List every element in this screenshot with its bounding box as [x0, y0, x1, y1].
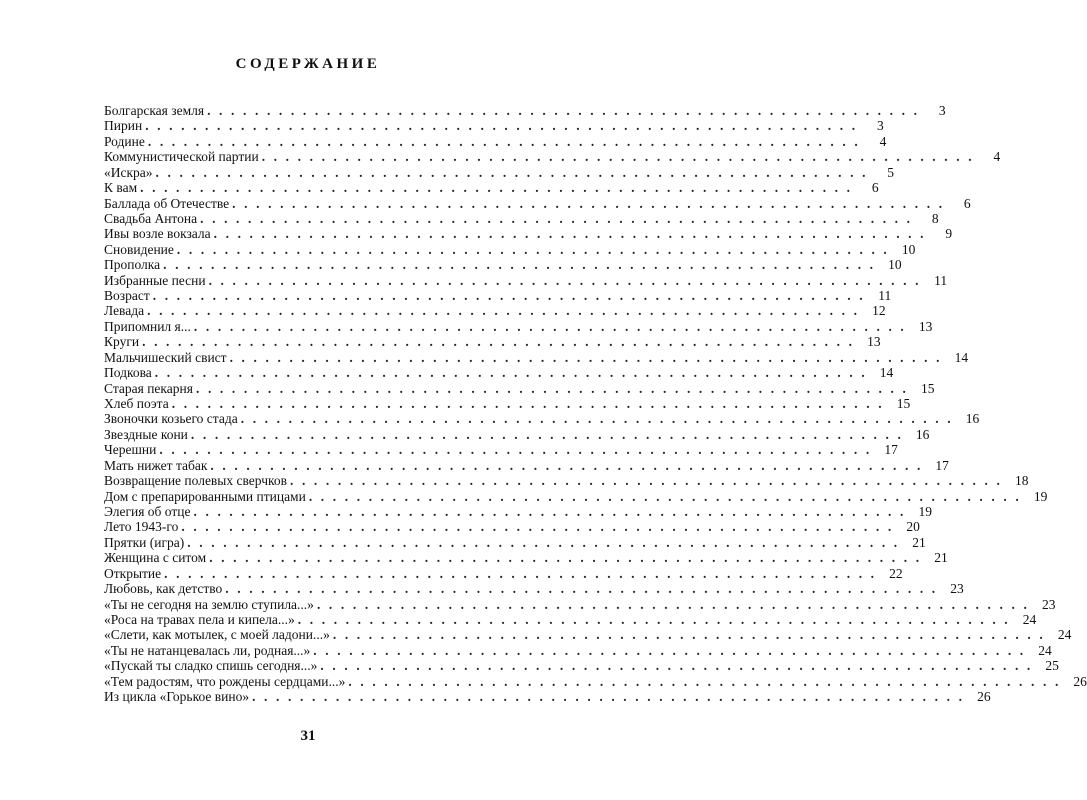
toc-entry-title: Дом с препарированными птицами [104, 488, 306, 504]
toc-entry [104, 303, 886, 319]
toc-entry-title: «Слети, как мотылек, с моей ладони...» [104, 627, 330, 643]
toc-entry-page: 11 [934, 272, 948, 288]
toc-entry [104, 611, 1037, 627]
toc-entry-page: 13 [918, 318, 933, 334]
toc-entry-title: Любовь, как детство [104, 581, 223, 597]
toc-dot-leader: ............................................................ [164, 565, 883, 581]
toc-entry [104, 550, 948, 566]
toc-dot-leader: ............................................................ [297, 611, 1017, 627]
toc-entry [104, 365, 894, 381]
toc-entry-page: 25 [1045, 658, 1059, 674]
toc-entry-page: 20 [906, 519, 920, 535]
toc-entry-page: 14 [954, 349, 969, 365]
toc-entry-title: Хлеб поэта [104, 396, 169, 412]
toc-entry-title: Возвращение полевых сверчков [104, 473, 287, 489]
toc-entry [104, 442, 898, 458]
toc-entry-title: Прятки (игра) [104, 534, 185, 550]
toc-entry-page: 26 [977, 689, 991, 705]
toc-dot-leader: ............................................................ [208, 272, 928, 288]
toc-entry [104, 396, 911, 412]
toc-dot-leader: ............................................................ [200, 210, 919, 226]
toc-entry [104, 658, 1059, 674]
toc-entry [104, 334, 881, 350]
toc-entry [104, 210, 939, 226]
toc-entry [104, 519, 920, 535]
toc-entry-title: Элегия об отце [104, 503, 191, 519]
toc-entry [104, 118, 884, 134]
toc-entry-title: Возраст [104, 288, 150, 304]
toc-entry-page: 24 [1057, 627, 1072, 643]
toc-entry [104, 488, 1048, 504]
toc-entry-title: Старая пекарня [104, 380, 193, 396]
toc-entry-page: 5 [887, 164, 895, 180]
toc-dot-leader: ............................................................ [159, 442, 878, 458]
toc-entry [104, 689, 991, 705]
toc-dot-leader: ............................................................ [209, 550, 928, 566]
toc-dot-leader: ............................................................ [225, 581, 944, 597]
toc-entry [104, 180, 879, 196]
toc-dot-leader: ............................................................ [155, 164, 875, 180]
toc-entry-title: «Пускай ты сладко спишь сегодня...» [104, 658, 318, 674]
toc-entry-title: Левада [104, 303, 145, 319]
toc-entry [104, 380, 935, 396]
toc-dot-leader: ............................................................ [181, 519, 900, 535]
toc-entry [104, 596, 1056, 612]
toc-entry-page: 18 [1014, 473, 1029, 489]
toc-entry-title: Мальчишеский свист [104, 349, 227, 365]
toc-entry-title: Сновидение [104, 241, 174, 257]
toc-entry-page: 14 [879, 365, 894, 381]
toc-entry-title: Звездные кони [104, 426, 188, 442]
toc-entry-page: 11 [878, 288, 892, 304]
toc-dot-leader: ............................................................ [190, 426, 910, 442]
toc-entry-title: Мать нижет табак [104, 457, 208, 473]
toc-dot-leader: ............................................................ [145, 118, 864, 134]
toc-dot-leader: ............................................................ [332, 627, 1052, 643]
toc-entry-title: Круги [104, 334, 140, 350]
toc-dot-leader: ............................................................ [207, 103, 926, 118]
toc-dot-leader: ............................................................ [171, 396, 891, 412]
toc-entry-page: 24 [1038, 642, 1052, 658]
toc-entry-page: 10 [888, 257, 902, 273]
toc-entry-page: 17 [935, 457, 949, 473]
toc-dot-leader: ............................................................ [308, 488, 1028, 504]
toc-entry-title: Припомнил я... [104, 318, 191, 334]
toc-entry-page: 19 [918, 503, 932, 519]
toc-entry-page: 26 [1073, 673, 1087, 689]
toc-entry-title: «Ты не сегодня на землю ступила...» [104, 596, 314, 612]
toc-dot-leader: ............................................................ [232, 195, 951, 211]
toc-entry-title: «Ты не натанцевалась ли, родная...» [104, 642, 311, 658]
toc-entry-title: Болгарская земля [104, 103, 205, 118]
toc-entry-title: Пирин [104, 118, 143, 134]
toc-entry-page: 6 [871, 180, 879, 196]
toc-entry-title: Из цикла «Горькое вино» [104, 689, 250, 705]
toc-entry [104, 349, 969, 365]
toc-dot-leader: ............................................................ [313, 642, 1032, 658]
toc-entry-title: Женщина с ситом [104, 550, 207, 566]
toc-entry-page: 15 [920, 380, 935, 396]
toc-entry-page: 3 [876, 118, 884, 134]
toc-entry-page: 4 [879, 133, 887, 149]
toc-entry-page: 21 [912, 534, 926, 550]
toc-entry [104, 642, 1052, 658]
toc-entry-page: 19 [1033, 488, 1048, 504]
toc-entry [104, 272, 948, 288]
toc-entry-page: 8 [931, 210, 939, 226]
toc-entry-title: Родине [104, 133, 145, 149]
table-of-contents [104, 103, 1087, 705]
toc-entry-title: К вам [104, 180, 138, 196]
toc-entry-title: Прополка [104, 257, 161, 273]
toc-entry [104, 534, 926, 550]
toc-entry-title: Ивы возле вокзала [104, 226, 211, 242]
toc-entry-page: 6 [963, 195, 971, 211]
toc-entry-page: 17 [884, 442, 898, 458]
toc-dot-leader: ............................................................ [142, 334, 861, 350]
toc-dot-leader: ............................................................ [163, 257, 882, 273]
toc-entry [104, 673, 1087, 689]
toc-dot-leader: ............................................................ [240, 411, 960, 427]
toc-entry-page: 3 [938, 103, 946, 118]
toc-entry-page: 12 [872, 303, 886, 319]
toc-dot-leader: ............................................................ [348, 673, 1067, 689]
toc-entry [104, 503, 932, 519]
toc-entry [104, 627, 1072, 643]
toc-entry-title: Баллада об Отечестве [104, 195, 230, 211]
toc-dot-leader: ............................................................ [193, 318, 913, 334]
toc-entry-page: 23 [1041, 596, 1056, 612]
toc-dot-leader: ............................................................ [320, 658, 1039, 674]
toc-entry [104, 473, 1029, 489]
toc-entry [104, 411, 980, 427]
toc-entry-page: 22 [889, 565, 903, 581]
toc-entry-page: 23 [950, 581, 964, 597]
toc-dot-leader: ............................................................ [176, 241, 896, 257]
toc-entry-page: 16 [965, 411, 980, 427]
toc-dot-leader: ............................................................ [147, 133, 867, 149]
toc-entry [104, 149, 1001, 165]
toc-dot-leader: ............................................................ [147, 303, 866, 319]
toc-entry-title: Коммунистической партии [104, 149, 259, 165]
toc-dot-leader: ............................................................ [187, 534, 906, 550]
toc-entry [104, 288, 892, 304]
toc-entry [104, 195, 971, 211]
toc-dot-leader: ............................................................ [252, 689, 971, 705]
toc-entry [104, 226, 953, 242]
toc-entry [104, 257, 902, 273]
toc-entry [104, 241, 916, 257]
toc-entry-page: 4 [993, 149, 1001, 165]
toc-entry [104, 581, 964, 597]
toc-entry [104, 426, 930, 442]
toc-dot-leader: ............................................................ [261, 149, 981, 165]
toc-dot-leader: ............................................................ [229, 349, 949, 365]
toc-entry-page: 24 [1022, 611, 1037, 627]
toc-dot-leader: ............................................................ [289, 473, 1009, 489]
toc-entry-title: Избранные песни [104, 272, 206, 288]
toc-entry [104, 565, 903, 581]
toc-entry [104, 318, 933, 334]
toc-entry-page: 10 [901, 241, 916, 257]
toc-dot-leader: ............................................................ [316, 596, 1036, 612]
toc-dot-leader: ............................................................ [213, 226, 933, 242]
toc-entry-title: Открытие [104, 565, 162, 581]
toc-dot-leader: ............................................................ [154, 365, 874, 381]
toc-entry-title: Черешни [104, 442, 157, 458]
toc-entry-title: Лето 1943-го [104, 519, 179, 535]
toc-entry-page: 21 [934, 550, 948, 566]
toc-entry [104, 457, 949, 473]
toc-entry-title: «Искра» [104, 164, 153, 180]
toc-dot-leader: ............................................................ [195, 380, 915, 396]
toc-dot-leader: ............................................................ [140, 180, 859, 196]
toc-entry [104, 164, 895, 180]
toc-entry-title: Свадьба Антона [104, 210, 198, 226]
page-number: 31 [300, 728, 316, 744]
toc-entry-page: 13 [867, 334, 881, 350]
toc-dot-leader: ............................................................ [193, 503, 912, 519]
toc-entry [104, 133, 887, 149]
toc-entry-title: Звоночки козьего стада [104, 411, 238, 427]
toc-entry-page: 16 [915, 426, 930, 442]
toc-entry-title: «Тем радостям, что рождены сердцами...» [104, 673, 346, 689]
toc-entry [104, 103, 946, 118]
toc-entry-page: 15 [896, 396, 911, 412]
toc-entry-title: Подкова [104, 365, 152, 381]
toc-entry-page: 9 [945, 226, 953, 242]
toc-dot-leader: ............................................................ [152, 288, 872, 304]
page-title: СОДЕРЖАНИЕ [235, 56, 381, 72]
toc-entry-title: «Роса на травах пела и кипела...» [104, 611, 295, 627]
toc-dot-leader: ............................................................ [210, 457, 929, 473]
